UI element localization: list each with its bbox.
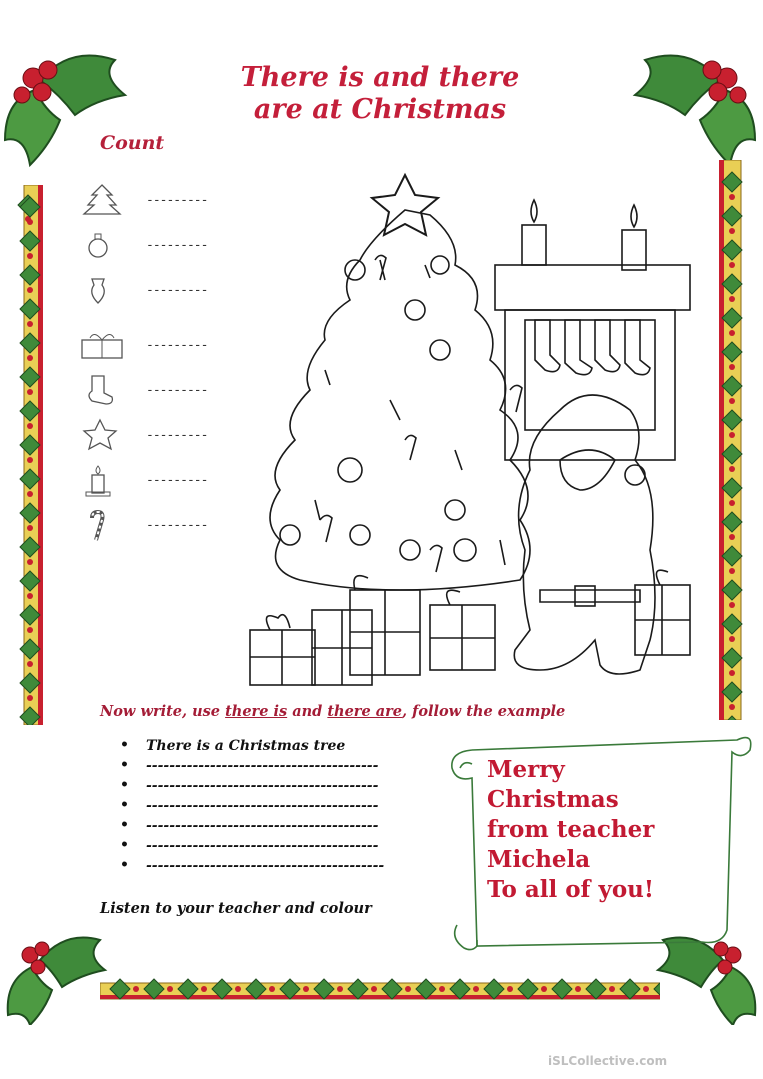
right-holly-border bbox=[715, 160, 755, 720]
left-holly-border bbox=[8, 185, 48, 725]
star-icon bbox=[78, 418, 126, 452]
count-blank[interactable]: --------- bbox=[146, 192, 208, 208]
title-line-2: are at Christmas bbox=[253, 94, 507, 125]
count-row-candle bbox=[78, 463, 218, 497]
there-are-term: there are bbox=[327, 703, 402, 720]
count-blank[interactable]: --------- bbox=[146, 472, 208, 488]
count-row-bauble bbox=[78, 228, 218, 262]
holly-bottom-left-decoration bbox=[0, 925, 110, 1025]
count-row-candy-cane bbox=[78, 508, 218, 542]
sentence-blank[interactable]: • ---------------------------------------- bbox=[120, 818, 384, 838]
count-label: Count bbox=[100, 132, 165, 154]
candy-cane-icon bbox=[78, 508, 126, 542]
scroll-message: Merry Christmas from teacher Michela To all of you! bbox=[487, 756, 655, 903]
sentence-blank[interactable]: • ---------------------------------------- bbox=[120, 798, 384, 818]
count-row-present bbox=[78, 328, 218, 362]
sentence-blank[interactable]: • ---------------------------------------- bbox=[120, 838, 384, 858]
count-blank[interactable]: --------- bbox=[146, 237, 208, 253]
title-line-1: There is and there bbox=[240, 62, 520, 93]
sentence-blank[interactable]: • ---------------------------------------- bbox=[120, 758, 384, 778]
holly-top-right-decoration bbox=[620, 40, 763, 170]
bottom-holly-border bbox=[100, 975, 660, 1005]
example-sentence: • There is a Christmas tree bbox=[120, 738, 384, 758]
bauble-icon bbox=[78, 228, 126, 262]
write-instruction: Now write, use there is and there are, follow the example bbox=[100, 703, 566, 720]
count-blank[interactable]: --------- bbox=[146, 337, 208, 353]
light-bulb-icon bbox=[78, 273, 126, 307]
listen-instruction: Listen to your teacher and colour bbox=[100, 900, 372, 917]
sentence-list bbox=[120, 738, 384, 878]
count-row-tree bbox=[78, 183, 218, 217]
candle-icon bbox=[78, 463, 126, 497]
page-title bbox=[150, 62, 610, 126]
christmas-tree-icon bbox=[78, 183, 126, 217]
count-blank[interactable]: --------- bbox=[146, 517, 208, 533]
count-blank[interactable]: --------- bbox=[146, 427, 208, 443]
present-icon bbox=[78, 328, 126, 362]
sentence-blank[interactable]: • ---------------------------------------- bbox=[120, 778, 384, 798]
sentence-blank[interactable]: • ----------------------------------------- bbox=[120, 858, 384, 878]
count-row-stocking bbox=[78, 373, 218, 407]
there-is-term: there is bbox=[225, 703, 288, 720]
count-row-star bbox=[78, 418, 218, 452]
count-blank[interactable]: --------- bbox=[146, 282, 208, 298]
christmas-coloring-illustration bbox=[240, 170, 705, 695]
site-watermark: iSLCollective.com bbox=[548, 1054, 668, 1068]
stocking-icon bbox=[78, 373, 126, 407]
count-row-light bbox=[78, 273, 218, 307]
count-blank[interactable]: --------- bbox=[146, 382, 208, 398]
